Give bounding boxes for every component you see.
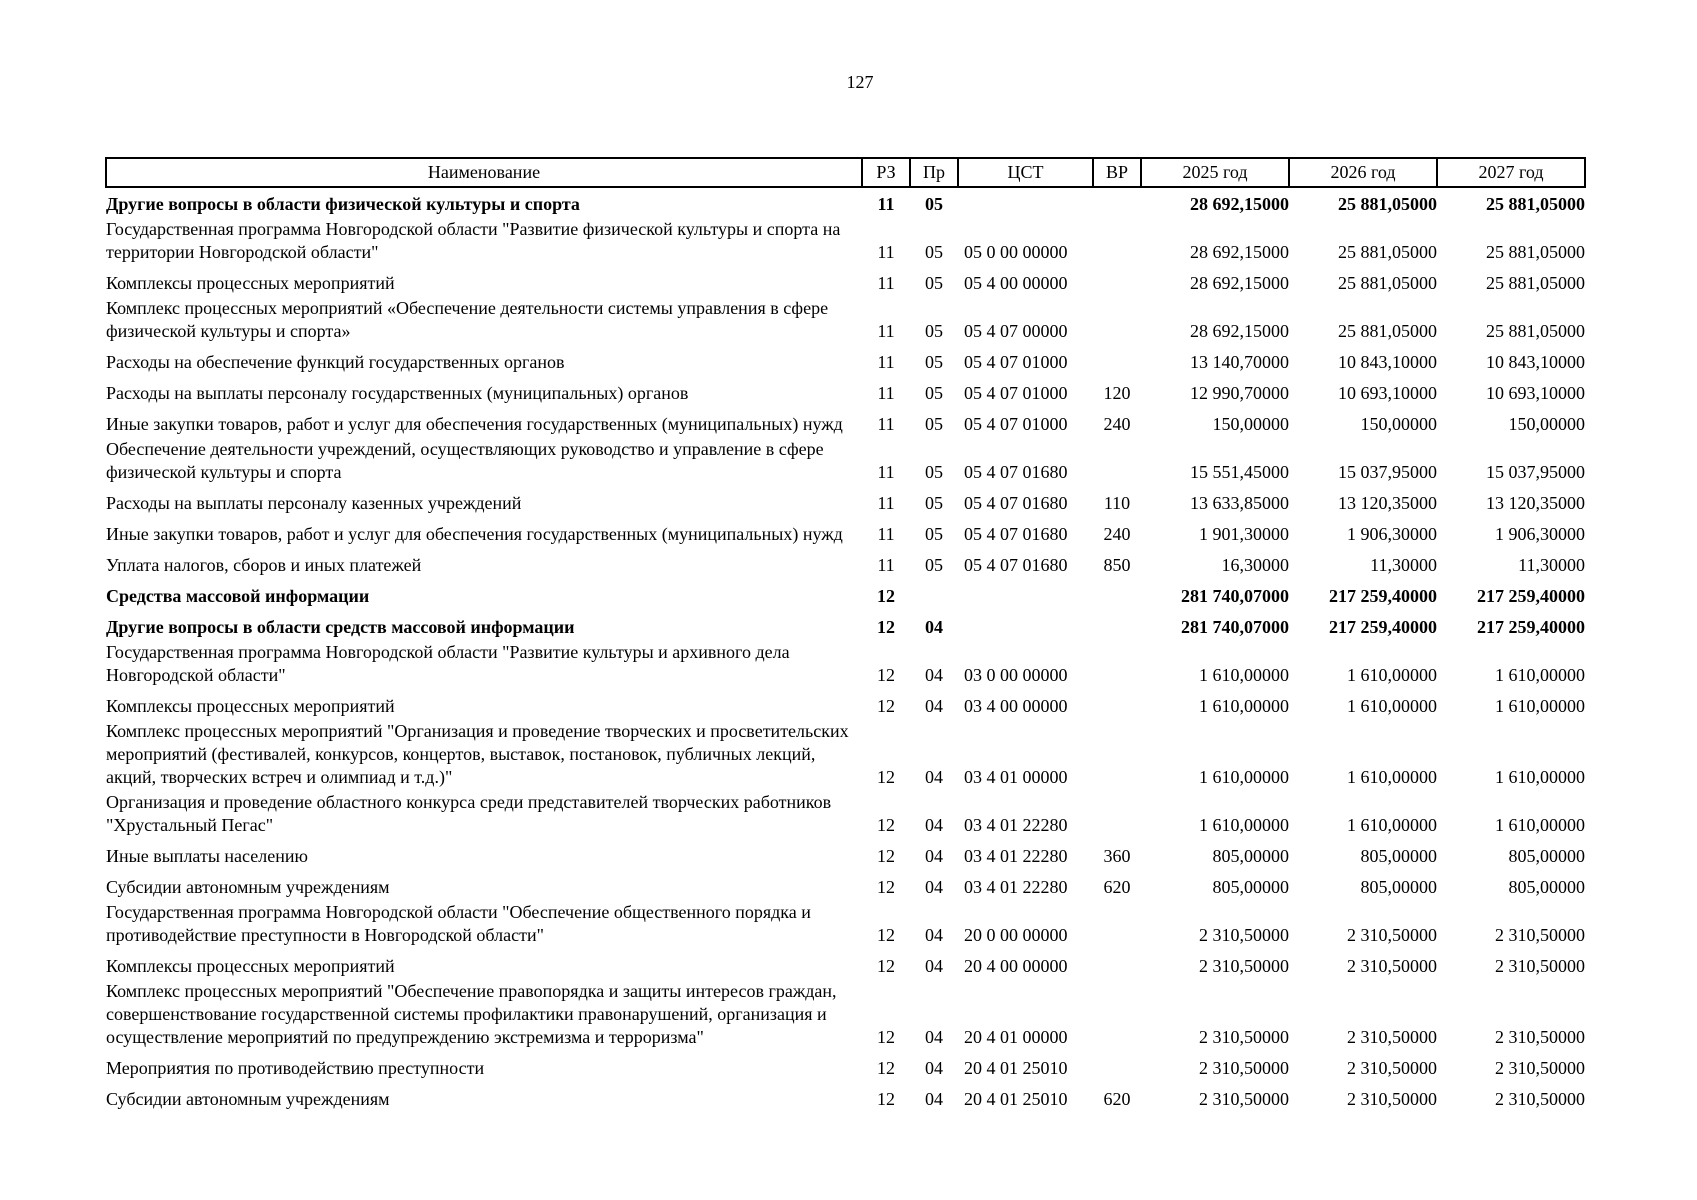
row-cst: 20 0 00 00000 — [964, 925, 1068, 945]
row-amount-2026: 25 881,05000 — [1338, 242, 1437, 262]
row-pr: 04 — [925, 815, 943, 835]
row-amount-2025: 1 610,00000 — [1199, 696, 1289, 716]
row-cst — [958, 579, 1093, 610]
row-amount-2025: 13 140,70000 — [1190, 352, 1289, 372]
row-amount-2026: 2 310,50000 — [1347, 1027, 1437, 1047]
row-pr: 05 — [925, 383, 943, 403]
table-row — [106, 791, 1585, 839]
row-rz: 12 — [877, 925, 895, 945]
row-rz: 12 — [877, 956, 895, 976]
row-amount-2025: 1 610,00000 — [1199, 767, 1289, 787]
row-vr — [1093, 579, 1141, 610]
table-row — [106, 720, 1585, 791]
row-amount-2026: 10 843,10000 — [1338, 352, 1437, 372]
row-amount-2025: 28 692,15000 — [1190, 273, 1289, 293]
row-name: Организация и проведение областного конкурса среди представителей творческих работников "Хрустальный Пегас" — [106, 792, 832, 835]
row-rz: 11 — [877, 321, 895, 341]
row-cst — [958, 187, 1093, 218]
row-rz: 11 — [877, 414, 895, 434]
row-amount-2027: 25 881,05000 — [1486, 273, 1585, 293]
row-amount-2025: 805,00000 — [1212, 877, 1289, 897]
row-pr: 05 — [925, 352, 943, 372]
table-row — [106, 689, 1585, 720]
row-vr — [1093, 266, 1141, 297]
row-rz: 12 — [877, 665, 895, 685]
row-name: Комплексы процессных мероприятий — [106, 273, 395, 293]
row-cst: 03 4 01 22280 — [964, 877, 1068, 897]
row-amount-2026: 11,30000 — [1370, 555, 1437, 575]
row-amount-2027: 25 881,05000 — [1486, 321, 1585, 341]
row-vr — [1093, 438, 1141, 486]
row-name: Субсидии автономным учреждениям — [106, 1089, 390, 1109]
row-vr — [1093, 720, 1141, 791]
table-header — [106, 158, 1585, 187]
row-cst: 05 4 00 00000 — [964, 273, 1068, 293]
row-amount-2027: 2 310,50000 — [1495, 1089, 1585, 1109]
table-row — [106, 870, 1585, 901]
row-pr: 05 — [925, 321, 943, 341]
row-vr — [1093, 610, 1141, 641]
row-vr: 620 — [1103, 877, 1131, 897]
row-amount-2025: 2 310,50000 — [1199, 925, 1289, 945]
row-amount-2026: 805,00000 — [1360, 846, 1437, 866]
row-amount-2026: 1 610,00000 — [1347, 665, 1437, 685]
table-row — [106, 486, 1585, 517]
table-row — [106, 579, 1585, 610]
row-pr: 05 — [925, 194, 943, 214]
row-amount-2025: 28 692,15000 — [1190, 242, 1289, 262]
row-amount-2025: 1 610,00000 — [1199, 815, 1289, 835]
row-pr: 05 — [925, 242, 943, 262]
row-name: Комплексы процессных мероприятий — [106, 696, 395, 716]
table-row — [106, 187, 1585, 218]
row-amount-2026: 1 906,30000 — [1347, 524, 1437, 544]
row-name: Государственная программа Новгородской области "Развитие физической культуры и спорта на территории Новгородской области" — [106, 219, 841, 262]
row-pr: 04 — [925, 1089, 943, 1109]
row-cst: 20 4 01 25010 — [964, 1089, 1068, 1109]
row-amount-2027: 150,00000 — [1508, 414, 1585, 434]
row-amount-2025: 15 551,45000 — [1190, 462, 1289, 482]
row-amount-2025: 150,00000 — [1212, 414, 1289, 434]
row-cst: 05 4 07 01680 — [964, 524, 1068, 544]
header-pr: Пр — [910, 158, 958, 187]
table-row — [106, 517, 1585, 548]
row-amount-2026: 25 881,05000 — [1338, 321, 1437, 341]
row-cst: 03 0 00 00000 — [964, 665, 1068, 685]
row-name: Обеспечение деятельности учреждений, осуществляющих руководство и управление в сфере физической культуры и спорта — [106, 439, 824, 482]
row-amount-2025: 16,30000 — [1221, 555, 1289, 575]
row-vr — [1093, 297, 1141, 345]
row-name: Иные закупки товаров, работ и услуг для обеспечения государственных (муниципальных) нужд — [106, 524, 843, 544]
row-cst: 03 4 01 00000 — [964, 767, 1068, 787]
row-cst: 05 4 07 00000 — [964, 321, 1068, 341]
row-name: Государственная программа Новгородской области "Развитие культуры и архивного дела Новгородской области" — [106, 642, 790, 685]
table-row — [106, 1051, 1585, 1082]
row-cst: 03 4 01 22280 — [964, 846, 1068, 866]
row-amount-2025: 1 610,00000 — [1199, 665, 1289, 685]
row-amount-2025: 281 740,07000 — [1181, 586, 1289, 606]
row-amount-2027: 2 310,50000 — [1495, 1058, 1585, 1078]
row-amount-2027: 1 906,30000 — [1495, 524, 1585, 544]
row-amount-2027: 25 881,05000 — [1486, 194, 1585, 214]
table-row — [106, 949, 1585, 980]
row-pr: 04 — [925, 877, 943, 897]
row-name: Уплата налогов, сборов и иных платежей — [106, 555, 422, 575]
row-amount-2025: 2 310,50000 — [1199, 956, 1289, 976]
row-cst: 05 4 07 01680 — [964, 493, 1068, 513]
row-amount-2027: 805,00000 — [1508, 877, 1585, 897]
row-vr: 110 — [1103, 493, 1131, 513]
row-pr: 05 — [925, 414, 943, 434]
row-vr — [1093, 1051, 1141, 1082]
row-cst: 05 4 07 01000 — [964, 383, 1068, 403]
row-cst: 05 4 07 01680 — [964, 555, 1068, 575]
row-amount-2027: 217 259,40000 — [1477, 586, 1585, 606]
header-vr: ВР — [1093, 158, 1141, 187]
table-row — [106, 297, 1585, 345]
row-name: Иные закупки товаров, работ и услуг для обеспечения государственных (муниципальных) нужд — [106, 414, 843, 434]
row-rz: 11 — [877, 194, 895, 214]
row-rz: 11 — [877, 242, 895, 262]
row-vr — [1093, 187, 1141, 218]
row-rz: 11 — [877, 352, 895, 372]
row-cst: 20 4 00 00000 — [964, 956, 1068, 976]
row-amount-2027: 1 610,00000 — [1495, 767, 1585, 787]
row-pr: 05 — [925, 273, 943, 293]
row-amount-2027: 13 120,35000 — [1486, 493, 1585, 513]
row-rz: 12 — [877, 1058, 895, 1078]
row-rz: 11 — [877, 462, 895, 482]
row-amount-2025: 281 740,07000 — [1181, 617, 1289, 637]
row-rz: 11 — [877, 555, 895, 575]
row-vr — [1093, 980, 1141, 1051]
row-name: Расходы на обеспечение функций государственных органов — [106, 352, 565, 372]
row-amount-2027: 217 259,40000 — [1477, 617, 1585, 637]
row-name: Комплекс процессных мероприятий «Обеспечение деятельности системы управления в сфере физической культуры и спорта» — [106, 298, 829, 341]
row-rz: 12 — [877, 1027, 895, 1047]
row-amount-2027: 1 610,00000 — [1495, 815, 1585, 835]
row-vr: 120 — [1103, 383, 1131, 403]
row-name: Иные выплаты населению — [106, 846, 308, 866]
table-row — [106, 901, 1585, 949]
row-amount-2027: 25 881,05000 — [1486, 242, 1585, 262]
row-name: Другие вопросы в области физической культуры и спорта — [106, 194, 580, 214]
header-name: Наименование — [106, 158, 862, 187]
row-cst: 03 4 01 22280 — [964, 815, 1068, 835]
row-vr: 620 — [1103, 1089, 1131, 1109]
row-amount-2026: 2 310,50000 — [1347, 1089, 1437, 1109]
row-vr — [1093, 901, 1141, 949]
row-amount-2026: 1 610,00000 — [1347, 696, 1437, 716]
row-amount-2026: 25 881,05000 — [1338, 194, 1437, 214]
row-rz: 11 — [877, 493, 895, 513]
header-2026: 2026 год — [1289, 158, 1437, 187]
row-rz: 11 — [877, 273, 895, 293]
row-pr: 04 — [925, 956, 943, 976]
row-amount-2025: 2 310,50000 — [1199, 1027, 1289, 1047]
table-row — [106, 641, 1585, 689]
row-amount-2026: 1 610,00000 — [1347, 767, 1437, 787]
row-pr: 05 — [925, 462, 943, 482]
row-name: Расходы на выплаты персоналу государственных (муниципальных) органов — [106, 383, 689, 403]
row-cst: 20 4 01 00000 — [964, 1027, 1068, 1047]
row-amount-2026: 150,00000 — [1360, 414, 1437, 434]
table-row — [106, 218, 1585, 266]
row-amount-2027: 2 310,50000 — [1495, 925, 1585, 945]
row-pr: 05 — [925, 524, 943, 544]
row-amount-2026: 25 881,05000 — [1338, 273, 1437, 293]
row-amount-2027: 11,30000 — [1518, 555, 1585, 575]
row-amount-2026: 15 037,95000 — [1338, 462, 1437, 482]
row-amount-2026: 2 310,50000 — [1347, 1058, 1437, 1078]
row-pr: 04 — [925, 846, 943, 866]
header-2025: 2025 год — [1141, 158, 1289, 187]
row-rz: 11 — [877, 383, 895, 403]
row-amount-2025: 12 990,70000 — [1190, 383, 1289, 403]
table-body — [106, 187, 1585, 1113]
table-row — [106, 980, 1585, 1051]
row-cst — [958, 610, 1093, 641]
row-name: Расходы на выплаты персоналу казенных учреждений — [106, 493, 522, 513]
row-cst: 05 4 07 01680 — [964, 462, 1068, 482]
row-name: Комплекс процессных мероприятий "Организация и проведение творческих и просветительских мероприятий (фестивалей, конкурсов, концертов, выставок, постановок, публичных лекций, акций, творческих встреч и олимпиад и т.д.)" — [106, 721, 849, 787]
row-pr: 04 — [925, 696, 943, 716]
table-row — [106, 407, 1585, 438]
row-name: Мероприятия по противодействию преступности — [106, 1058, 485, 1078]
table-row — [106, 438, 1585, 486]
row-amount-2026: 805,00000 — [1360, 877, 1437, 897]
row-amount-2025: 28 692,15000 — [1190, 194, 1289, 214]
row-rz: 12 — [877, 815, 895, 835]
row-vr — [1093, 949, 1141, 980]
row-cst: 20 4 01 25010 — [964, 1058, 1068, 1078]
row-amount-2025: 2 310,50000 — [1199, 1058, 1289, 1078]
row-amount-2026: 217 259,40000 — [1329, 617, 1437, 637]
row-pr: 05 — [925, 555, 943, 575]
row-rz: 12 — [877, 767, 895, 787]
row-pr: 04 — [925, 617, 943, 637]
row-vr — [1093, 791, 1141, 839]
row-amount-2027: 15 037,95000 — [1486, 462, 1585, 482]
row-name: Комплексы процессных мероприятий — [106, 956, 395, 976]
table-row — [106, 376, 1585, 407]
row-pr: 05 — [925, 493, 943, 513]
row-amount-2027: 10 843,10000 — [1486, 352, 1585, 372]
row-amount-2026: 2 310,50000 — [1347, 925, 1437, 945]
row-amount-2027: 1 610,00000 — [1495, 665, 1585, 685]
row-rz: 12 — [877, 1089, 895, 1109]
row-name: Комплекс процессных мероприятий "Обеспечение правопорядка и защиты интересов граждан, совершенствование государственной системы профилактики правонарушений, организация и осуществление мероприятий по предупреждению экстремизма и терроризма" — [106, 981, 837, 1047]
row-rz: 12 — [877, 877, 895, 897]
row-vr: 240 — [1103, 524, 1131, 544]
budget-table — [105, 157, 1586, 1113]
row-amount-2027: 2 310,50000 — [1495, 956, 1585, 976]
row-amount-2027: 1 610,00000 — [1495, 696, 1585, 716]
row-amount-2025: 1 901,30000 — [1199, 524, 1289, 544]
row-amount-2027: 2 310,50000 — [1495, 1027, 1585, 1047]
row-pr: 04 — [925, 925, 943, 945]
row-amount-2025: 13 633,85000 — [1190, 493, 1289, 513]
row-amount-2025: 805,00000 — [1212, 846, 1289, 866]
table-row — [106, 839, 1585, 870]
row-amount-2025: 2 310,50000 — [1199, 1089, 1289, 1109]
table-row — [106, 345, 1585, 376]
row-amount-2026: 1 610,00000 — [1347, 815, 1437, 835]
row-rz: 12 — [877, 617, 895, 637]
row-cst: 05 4 07 01000 — [964, 414, 1068, 434]
row-name: Другие вопросы в области средств массовой информации — [106, 617, 575, 637]
table-row — [106, 610, 1585, 641]
row-vr — [1093, 689, 1141, 720]
row-rz: 12 — [877, 586, 895, 606]
row-name: Государственная программа Новгородской области "Обеспечение общественного порядка и противодействие преступности в Новгородской области" — [106, 902, 811, 945]
row-rz: 11 — [877, 524, 895, 544]
table-row — [106, 548, 1585, 579]
row-amount-2026: 217 259,40000 — [1329, 586, 1437, 606]
row-amount-2025: 28 692,15000 — [1190, 321, 1289, 341]
row-amount-2026: 10 693,10000 — [1338, 383, 1437, 403]
row-vr — [1093, 218, 1141, 266]
row-amount-2027: 805,00000 — [1508, 846, 1585, 866]
row-vr — [1093, 345, 1141, 376]
row-vr: 240 — [1103, 414, 1131, 434]
row-amount-2026: 2 310,50000 — [1347, 956, 1437, 976]
page-number: 127 — [846, 72, 874, 92]
row-amount-2027: 10 693,10000 — [1486, 383, 1585, 403]
row-pr: 04 — [925, 767, 943, 787]
row-cst: 05 4 07 01000 — [964, 352, 1068, 372]
header-cst: ЦСТ — [958, 158, 1093, 187]
row-pr: 04 — [925, 665, 943, 685]
header-rz: РЗ — [862, 158, 910, 187]
row-vr: 850 — [1103, 555, 1131, 575]
row-rz: 12 — [877, 696, 895, 716]
row-vr: 360 — [1103, 846, 1131, 866]
row-name: Субсидии автономным учреждениям — [106, 877, 390, 897]
table-row — [106, 266, 1585, 297]
row-rz: 12 — [877, 846, 895, 866]
row-amount-2026: 13 120,35000 — [1338, 493, 1437, 513]
table-row — [106, 1082, 1585, 1113]
row-pr: 04 — [925, 1027, 943, 1047]
header-2027: 2027 год — [1437, 158, 1585, 187]
row-name: Средства массовой информации — [106, 586, 370, 606]
row-vr — [1093, 641, 1141, 689]
row-cst: 05 0 00 00000 — [964, 242, 1068, 262]
row-pr — [910, 579, 958, 610]
row-cst: 03 4 00 00000 — [964, 696, 1068, 716]
row-pr: 04 — [925, 1058, 943, 1078]
